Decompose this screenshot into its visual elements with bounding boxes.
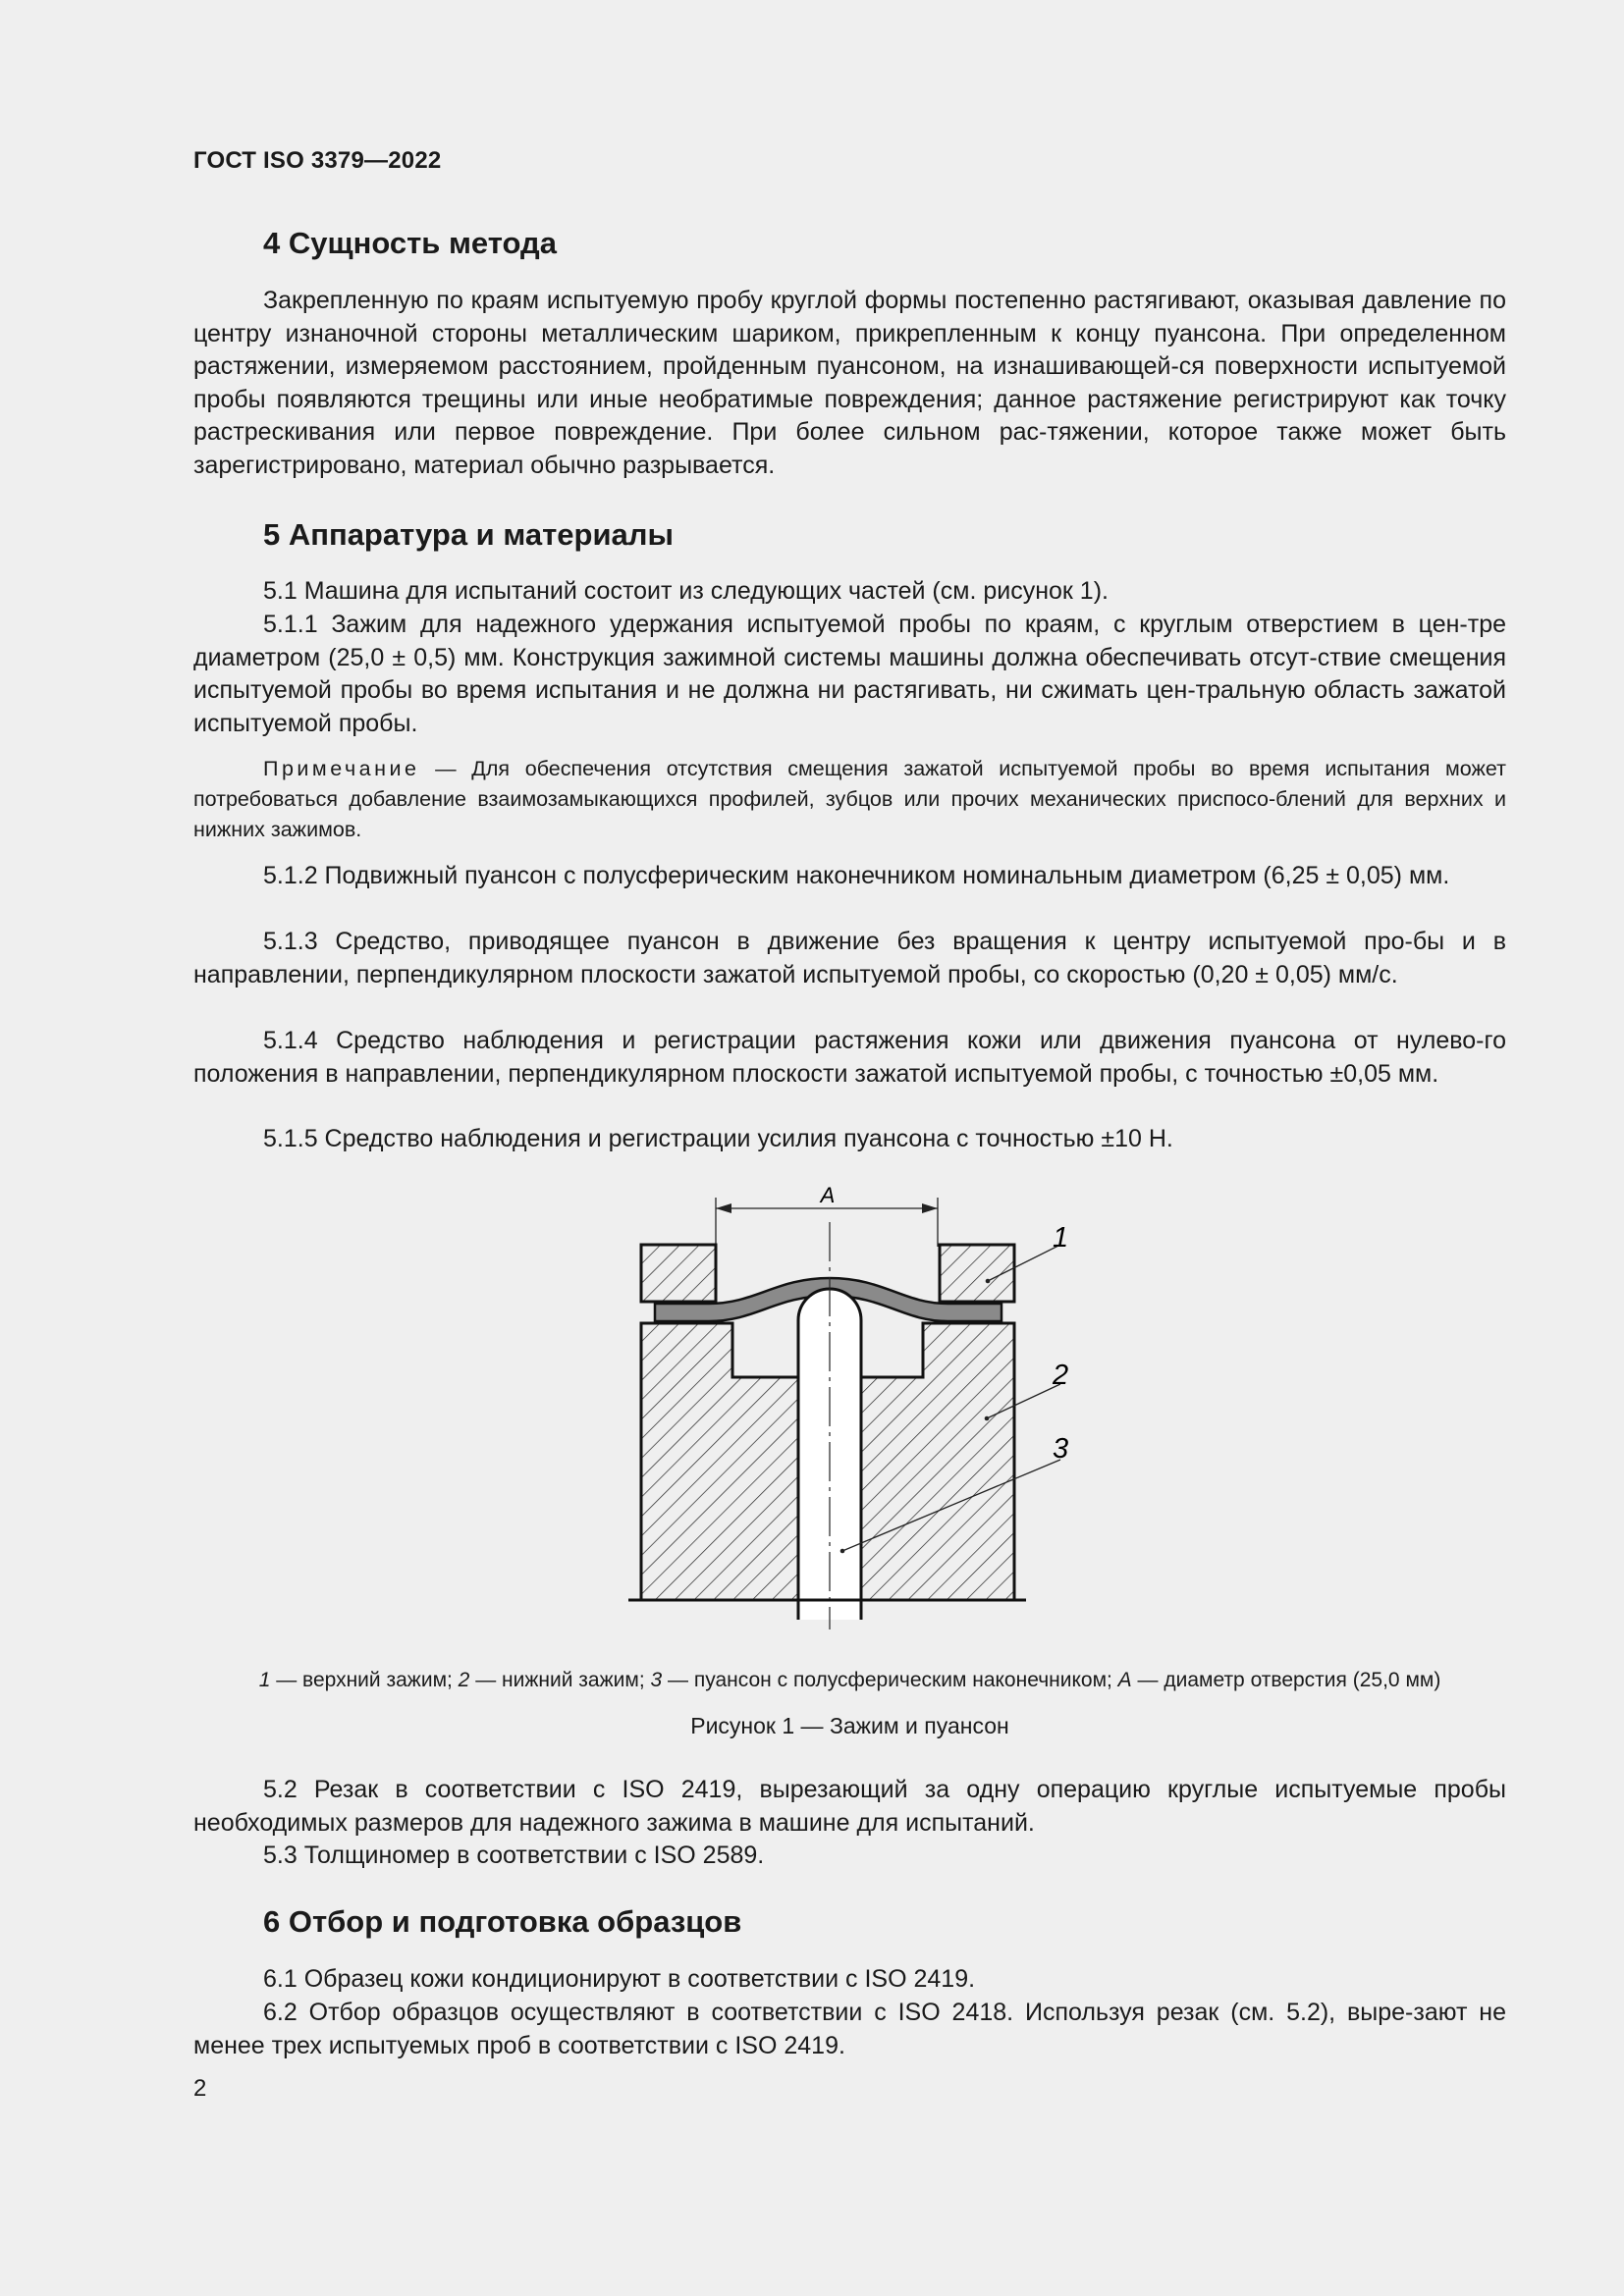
leader-1-dot [986,1279,991,1284]
dimension-arrow-right [922,1203,938,1213]
section-5-heading: 5 Аппаратура и материалы [263,517,674,552]
note-paragraph [193,754,1506,845]
section-4-paragraph: Закрепленную по краям испытуемую пробу круглой формы постепенно растягивают, оказывая давление по центру изнаночной стороны металлическим шариком, прикрепленным к концу пуансона. При определенном растяжении, измеряемом расстоянием, пройденным пуансоном, на изнашивающей-ся поверхности испытуемой пробы появляются трещины или иные необратимые повреждения; данное растяжение регистрируют как точку растрескивания или первое повреждение. При более сильном рас-тяжении, которое также может быть зарегистрировано, материал обычно разрывается. [193,287,1506,479]
figure-clamp-and-punch [628,1183,1069,1634]
upper-clamp-left [641,1245,716,1302]
figure-title: Рисунок 1 — Зажим и пуансон [690,1713,1009,1738]
lower-clamp-right-half [861,1323,1014,1600]
paragraph-5-1: 5.1 Машина для испытаний состоит из следующих частей (см. рисунок 1). [263,577,1109,605]
document-header: ГОСТ ISO 3379—2022 [193,147,442,174]
paragraph-5-2: 5.2 Резак в соответствии с ISO 2419, вырезающий за одну операцию круглые испытуемые пробы необходимых размеров для надежного зажима в машине для испытаний. [193,1776,1506,1837]
note-label: Примечание [263,757,420,780]
leader-2-dot [985,1416,990,1421]
note-text: — Для обеспечения отсутствия смещения зажатой испытуемой пробы во время испытания может потребоваться добавление взаимозамыкающихся профилей, зубцов или прочих механических приспосо-блений для верхних и нижних зажимов. [193,757,1506,841]
label-3: 3 [1053,1433,1069,1465]
section-4-heading: 4 Сущность метода [263,226,557,260]
leader-3-dot [840,1549,845,1554]
page-number: 2 [193,2075,207,2102]
paragraph-5-1-5: 5.1.5 Средство наблюдения и регистрации усилия пуансона с точностью ±10 Н. [263,1125,1173,1152]
paragraph-5-1-1: 5.1.1 Зажим для надежного удержания испытуемой пробы по краям, с круглым отверстием в цен-тре диаметром (25,0 ± 0,5) мм. Конструкция зажимной системы машины должна обеспечивать отсут-ствие смещения испытуемой пробы во время испытания и не должна ни растягивать, ни сжимать цен-тральную область зажатой испытуемой пробы. [193,611,1506,737]
section-6-heading: 6 Отбор и подготовка образцов [263,1904,742,1939]
label-1: 1 [1053,1222,1069,1254]
lower-clamp-left-half [641,1323,798,1600]
paragraph-6-2: 6.2 Отбор образцов осуществляют в соответствии с ISO 2418. Используя резак (см. 5.2), выре-зают не менее трех испытуемых проб в соответствии с ISO 2419. [193,1999,1506,2059]
figure-legend: 1 — верхний зажим; 2 — нижний зажим; 3 — пуансон с полусферическим наконечником; A — диаметр отверстия (25,0 мм) [258,1669,1441,1691]
paragraph-5-1-4: 5.1.4 Средство наблюдения и регистрации растяжения кожи или движения пуансона от нулево-го положения в направлении, перпендикулярном плоскости зажатой испытуемой пробы, с точностью ±0,05 мм. [193,1027,1506,1088]
dimension-arrow-left [716,1203,731,1213]
paragraph-5-3: 5.3 Толщиномер в соответствии с ISO 2589. [263,1842,765,1869]
label-a: A [820,1183,836,1207]
label-2: 2 [1053,1360,1069,1391]
paragraph-6-1: 6.1 Образец кожи кондиционируют в соответствии с ISO 2419. [263,1965,976,1993]
paragraph-5-1-2: 5.1.2 Подвижный пуансон с полусферическим наконечником номинальным диаметром (6,25 ± 0,05) мм. [263,862,1450,889]
paragraph-5-1-3: 5.1.3 Средство, приводящее пуансон в движение без вращения к центру испытуемой про-бы и в направлении, перпендикулярном плоскости зажатой испытуемой пробы, со скоростью (0,20 ± 0,05) мм/с. [193,928,1506,988]
